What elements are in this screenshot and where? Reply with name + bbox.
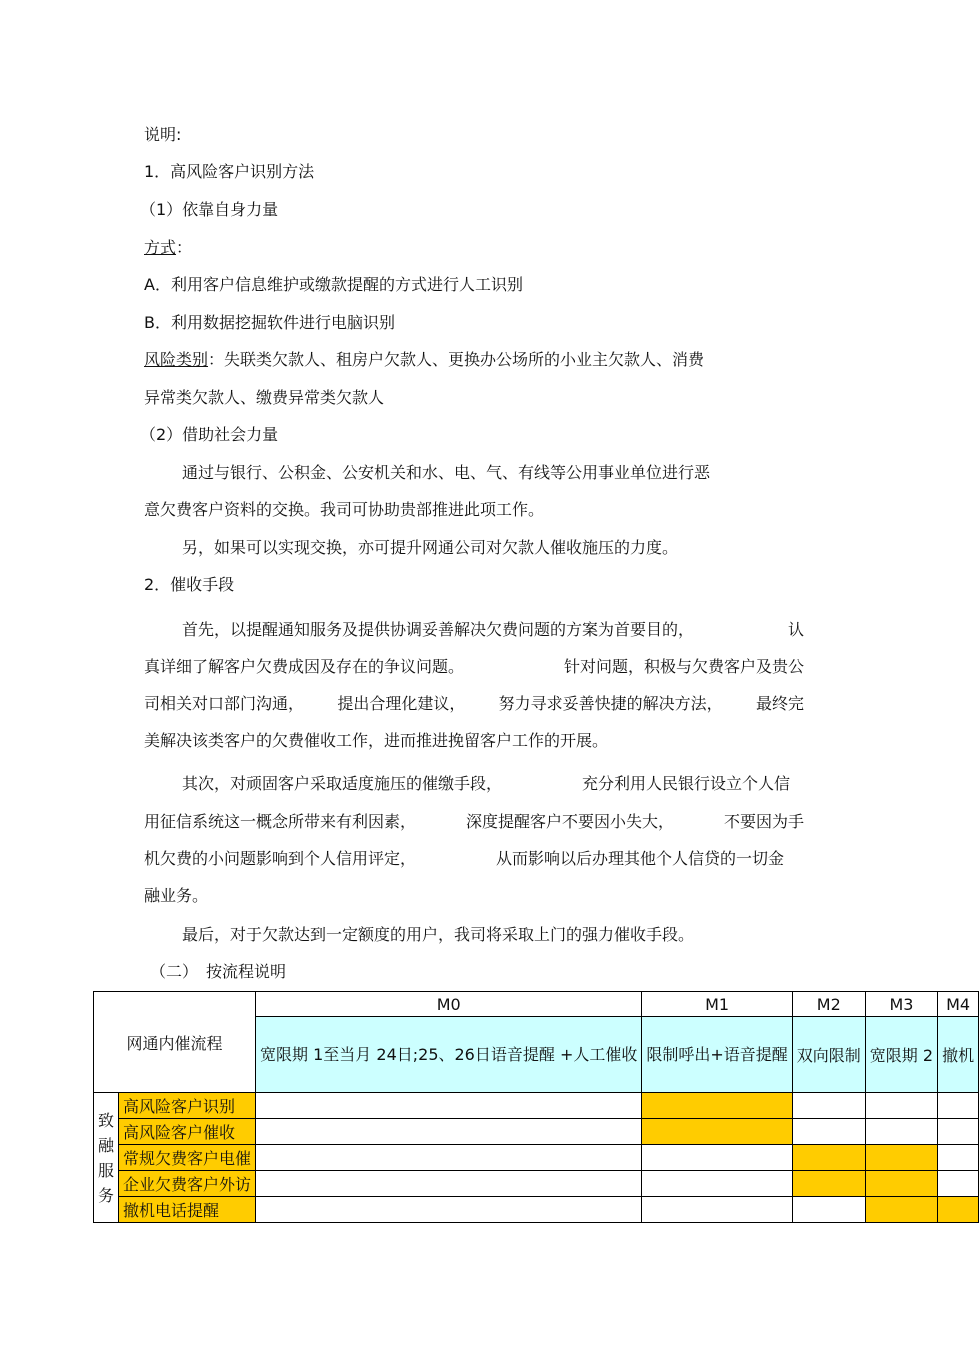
cell bbox=[642, 1093, 792, 1119]
row-label: 高风险客户识别 bbox=[119, 1093, 256, 1119]
section2-title: 2．催收手段 bbox=[144, 575, 235, 594]
social-p1-line2: 意欠费客户资料的交换。我司可协助贵部推进此项工作。 bbox=[144, 500, 545, 519]
table-row bbox=[94, 1145, 979, 1171]
cell bbox=[792, 1145, 865, 1171]
row-label: 企业欠费客户外访 bbox=[119, 1171, 256, 1197]
para3: 最后，对于欠款达到一定额度的用户，我司将采取上门的强力催收手段。 bbox=[182, 925, 695, 944]
cell bbox=[865, 1093, 937, 1119]
cell bbox=[938, 1197, 979, 1223]
para2-line2-c: 不要因为手 bbox=[723, 812, 804, 831]
section1-sub1: （1）依靠自身力量 bbox=[140, 200, 279, 219]
stage-m1: 限制呼出+语音提醒 bbox=[642, 1017, 792, 1093]
side-label-char: 融 bbox=[98, 1135, 115, 1155]
cell bbox=[938, 1145, 979, 1171]
para1-line3-b: 提出合理化建议， bbox=[337, 694, 466, 713]
mode-a: A．利用客户信息维护或缴款提醒的方式进行人工识别 bbox=[144, 275, 523, 294]
cell bbox=[938, 1093, 979, 1119]
cell bbox=[256, 1145, 642, 1171]
para1-line3 bbox=[144, 694, 804, 714]
collection-flow-table bbox=[93, 991, 979, 1223]
process-label: 网通内催流程 bbox=[94, 992, 256, 1093]
month-m0: M0 bbox=[256, 992, 642, 1017]
month-m4: M4 bbox=[938, 992, 979, 1017]
mode-b: B．利用数据挖掘软件进行电脑识别 bbox=[144, 313, 395, 332]
side-label-char: 服 bbox=[98, 1160, 115, 1180]
table-row bbox=[94, 1197, 979, 1223]
cell bbox=[642, 1197, 792, 1223]
para2-line2-b: 深度提醒客户不要因小失大， bbox=[465, 812, 674, 831]
para1-line2-a: 真详细了解客户欠费成因及存在的争议问题。 bbox=[144, 657, 465, 676]
stage-m3: 宽限期 2 bbox=[865, 1017, 937, 1093]
para2-line3-b: 从而影响以后办理其他个人信贷的一切金 bbox=[495, 849, 784, 868]
note-label: 说明: bbox=[144, 125, 182, 144]
cell bbox=[792, 1197, 865, 1223]
month-m3: M3 bbox=[865, 992, 937, 1017]
cell bbox=[256, 1119, 642, 1145]
para2-line2-a: 用征信系统这一概念所带来有利因素， bbox=[144, 812, 417, 831]
table-row bbox=[94, 1093, 979, 1119]
social-p1-line1: 通过与银行、公积金、公安机关和水、电、气、有线等公用事业单位进行恶 bbox=[182, 463, 711, 482]
section1-title: 1．高风险客户识别方法 bbox=[144, 162, 315, 181]
month-m1: M1 bbox=[642, 992, 792, 1017]
para2-line2 bbox=[144, 812, 804, 832]
para1-line1-a: 首先，以提醒通知服务及提供协调妥善解决欠费问题的方案为首要目的， bbox=[182, 620, 695, 639]
cell bbox=[865, 1145, 937, 1171]
risk-label: 风险类别 bbox=[144, 350, 209, 369]
para1-line1-b: 认 bbox=[787, 620, 804, 639]
cell bbox=[256, 1093, 642, 1119]
row-label: 撤机电话提醒 bbox=[119, 1197, 256, 1223]
row-label: 高风险客户催收 bbox=[119, 1119, 256, 1145]
para1-line2-b: 针对问题，积极与欠费客户及贵公 bbox=[563, 657, 804, 676]
cell bbox=[792, 1119, 865, 1145]
para2-line1-b: 充分利用人民银行设立个人信 bbox=[581, 774, 790, 793]
cell bbox=[642, 1171, 792, 1197]
cell bbox=[792, 1093, 865, 1119]
stage-m0: 宽限期 1至当月 24日;25、26日语音提醒 +人工催收 bbox=[256, 1017, 642, 1093]
cell bbox=[642, 1119, 792, 1145]
mode-label: 方式 bbox=[144, 238, 177, 257]
mode-colon: ： bbox=[176, 238, 193, 257]
row-label: 常规欠费客户电催 bbox=[119, 1145, 256, 1171]
para2-line3 bbox=[144, 849, 784, 869]
cell bbox=[865, 1171, 937, 1197]
cell bbox=[642, 1145, 792, 1171]
para1-line3-d: 最终完 bbox=[755, 694, 804, 713]
para2-line1-a: 其次，对顽固客户采取适度施压的催缴手段， bbox=[182, 774, 503, 793]
month-header-row bbox=[94, 992, 979, 1017]
side-label bbox=[94, 1093, 119, 1223]
para1-line3-a: 司相关对口部门沟通， bbox=[144, 694, 305, 713]
side-label-char: 致 bbox=[98, 1110, 115, 1130]
para1-line3-c: 努力寻求妥善快捷的解决方法， bbox=[498, 694, 723, 713]
cell bbox=[256, 1171, 642, 1197]
para1-line1 bbox=[182, 620, 804, 640]
stage-m2: 双向限制 bbox=[792, 1017, 865, 1093]
stage-m4: 撤机 bbox=[938, 1017, 979, 1093]
para1-line4: 美解决该类客户的欠费催收工作，进而推进挽留客户工作的开展。 bbox=[144, 731, 609, 750]
cell bbox=[938, 1171, 979, 1197]
mode-line bbox=[144, 238, 192, 258]
cell bbox=[865, 1119, 937, 1145]
month-m2: M2 bbox=[792, 992, 865, 1017]
cell bbox=[792, 1171, 865, 1197]
table-row bbox=[94, 1171, 979, 1197]
para2-line4: 融业务。 bbox=[144, 886, 209, 905]
section1-sub2: （2）借助社会力量 bbox=[140, 425, 279, 444]
side-label-char: 务 bbox=[98, 1185, 115, 1205]
social-p2: 另，如果可以实现交换，亦可提升网通公司对欠款人催收施压的力度。 bbox=[182, 538, 679, 557]
para2-line3-a: 机欠费的小问题影响到个人信用评定， bbox=[144, 849, 417, 868]
table-row bbox=[94, 1119, 979, 1145]
para2-line1 bbox=[182, 774, 790, 794]
risk-line-2: 异常类欠款人、缴费异常类欠款人 bbox=[144, 388, 385, 407]
risk-line-1 bbox=[144, 350, 704, 370]
para1-line2 bbox=[144, 657, 804, 677]
cell bbox=[938, 1119, 979, 1145]
risk-text-1: ：失联类欠款人、租房户欠款人、更换办公场所的小业主欠款人、消费 bbox=[208, 350, 705, 369]
cell bbox=[865, 1197, 937, 1223]
cell bbox=[256, 1197, 642, 1223]
flow-section-title: （二） 按流程说明 bbox=[150, 962, 287, 981]
